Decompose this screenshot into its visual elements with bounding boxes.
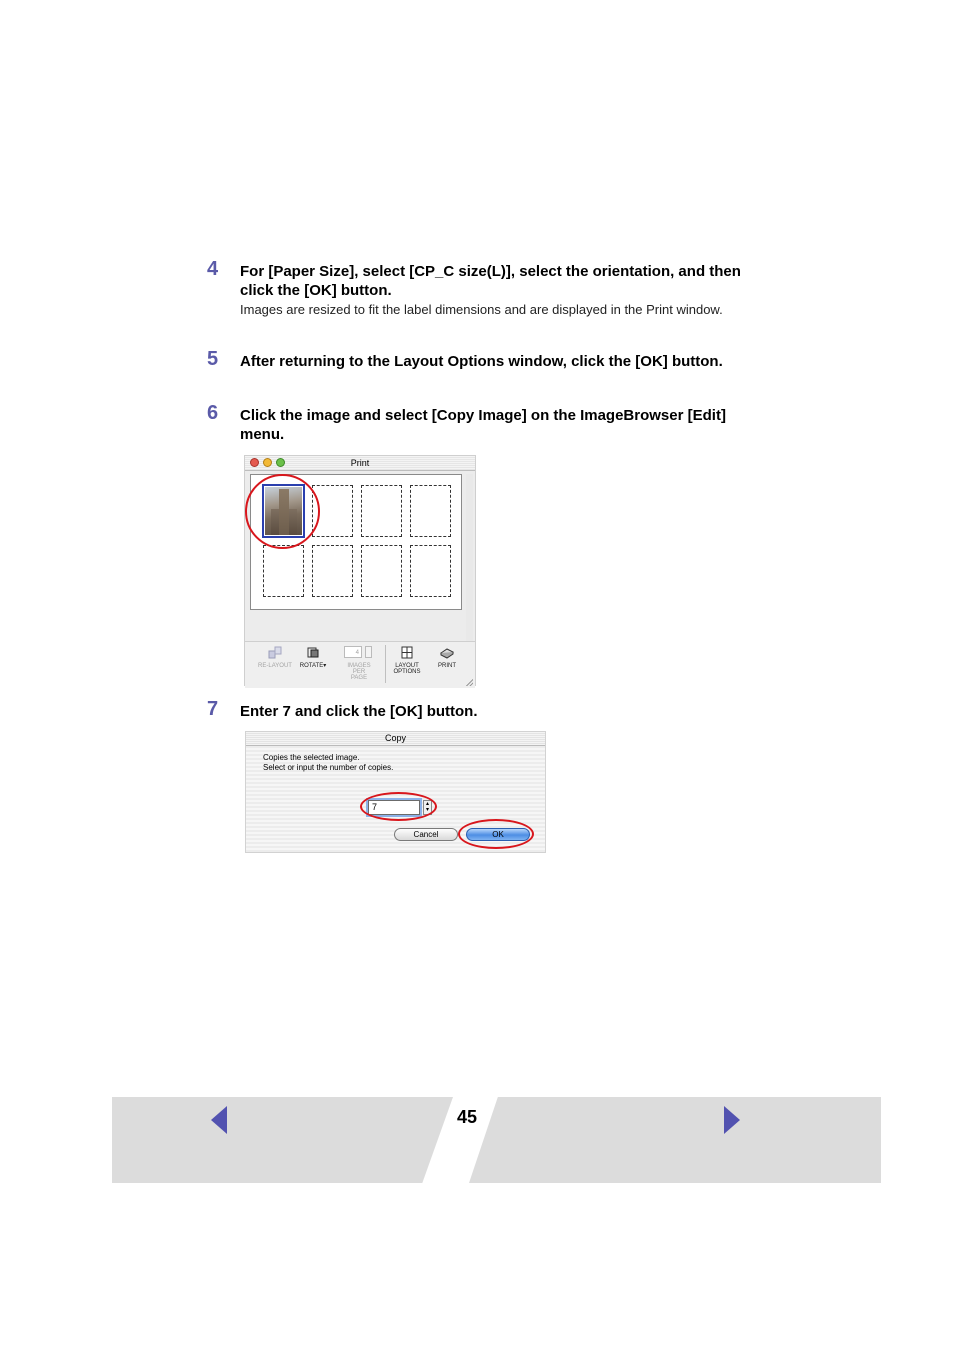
next-page-area[interactable]: [469, 1097, 881, 1183]
relayout-button[interactable]: RE-LAYOUT: [253, 646, 297, 669]
print-button[interactable]: PRINT: [425, 646, 469, 669]
step-6-title: Click the image and select [Copy Image] on the ImageBrowser [Edit] menu.: [240, 407, 726, 443]
image-slot-5[interactable]: [263, 545, 304, 597]
step-4-body: Images are resized to fit the label dimensions and are displayed in the Print window.: [240, 302, 723, 317]
copies-stepper[interactable]: ▴ ▾: [423, 800, 432, 815]
step-7-title: Enter 7 and click the [OK] button.: [240, 703, 478, 720]
zoom-window-icon[interactable]: [276, 458, 285, 467]
step-6-number: 6: [207, 402, 219, 424]
printer-icon: [440, 646, 454, 659]
page-number: 45: [456, 1107, 478, 1127]
highlight-circle-ok: [458, 819, 534, 849]
print-window-titlebar: [245, 456, 475, 471]
previous-page-area[interactable]: [112, 1097, 453, 1183]
resize-grip-icon[interactable]: [466, 679, 473, 686]
step-7-number: 7: [207, 698, 219, 720]
ok-button[interactable]: OK: [466, 828, 530, 841]
previous-page-arrow-icon[interactable]: [211, 1106, 227, 1134]
images-per-page-stepper[interactable]: [365, 646, 372, 658]
cancel-button[interactable]: Cancel: [394, 828, 458, 841]
image-slot-7[interactable]: [361, 545, 402, 597]
images-per-page-value: 4: [344, 646, 362, 658]
image-slot-8[interactable]: [410, 545, 451, 597]
layout-options-icon: [400, 646, 414, 659]
print-window-title: Print: [350, 458, 370, 468]
images-per-page-field[interactable]: [344, 646, 374, 659]
image-slot-4[interactable]: [410, 485, 451, 537]
step-5-title: After returning to the Layout Options window, click the [OK] button.: [240, 353, 723, 370]
layout-options-button[interactable]: LAYOUT OPTIONS: [385, 646, 429, 675]
step-5-number: 5: [207, 348, 219, 370]
highlight-circle-image: [245, 474, 320, 549]
vertical-scrollbar[interactable]: [466, 474, 473, 642]
image-slot-3[interactable]: [361, 485, 402, 537]
close-window-icon[interactable]: [250, 458, 259, 467]
minimize-window-icon[interactable]: [263, 458, 272, 467]
next-page-arrow-icon[interactable]: [724, 1106, 740, 1134]
copies-input[interactable]: 7: [368, 800, 420, 815]
relayout-icon: [268, 646, 282, 659]
highlight-circle-input: [360, 792, 437, 821]
images-per-page-control[interactable]: 4 IMAGES PER PAGE: [337, 646, 381, 681]
step-4-number: 4: [207, 258, 219, 280]
step-4-title: For [Paper Size], select [CP_C size(L)], select the orientation, and then click the [OK] button.: [240, 263, 741, 299]
rotate-dropdown-icon[interactable]: ▾: [323, 663, 327, 669]
print-toolbar: [245, 641, 475, 688]
copy-dialog-title: Copy: [246, 732, 545, 746]
rotate-icon: [306, 646, 320, 659]
copy-dialog-message: Copies the selected image. Select or input the number of copies.: [263, 753, 394, 772]
rotate-button[interactable]: ROTATE▾: [291, 646, 335, 669]
image-slot-6[interactable]: [312, 545, 353, 597]
